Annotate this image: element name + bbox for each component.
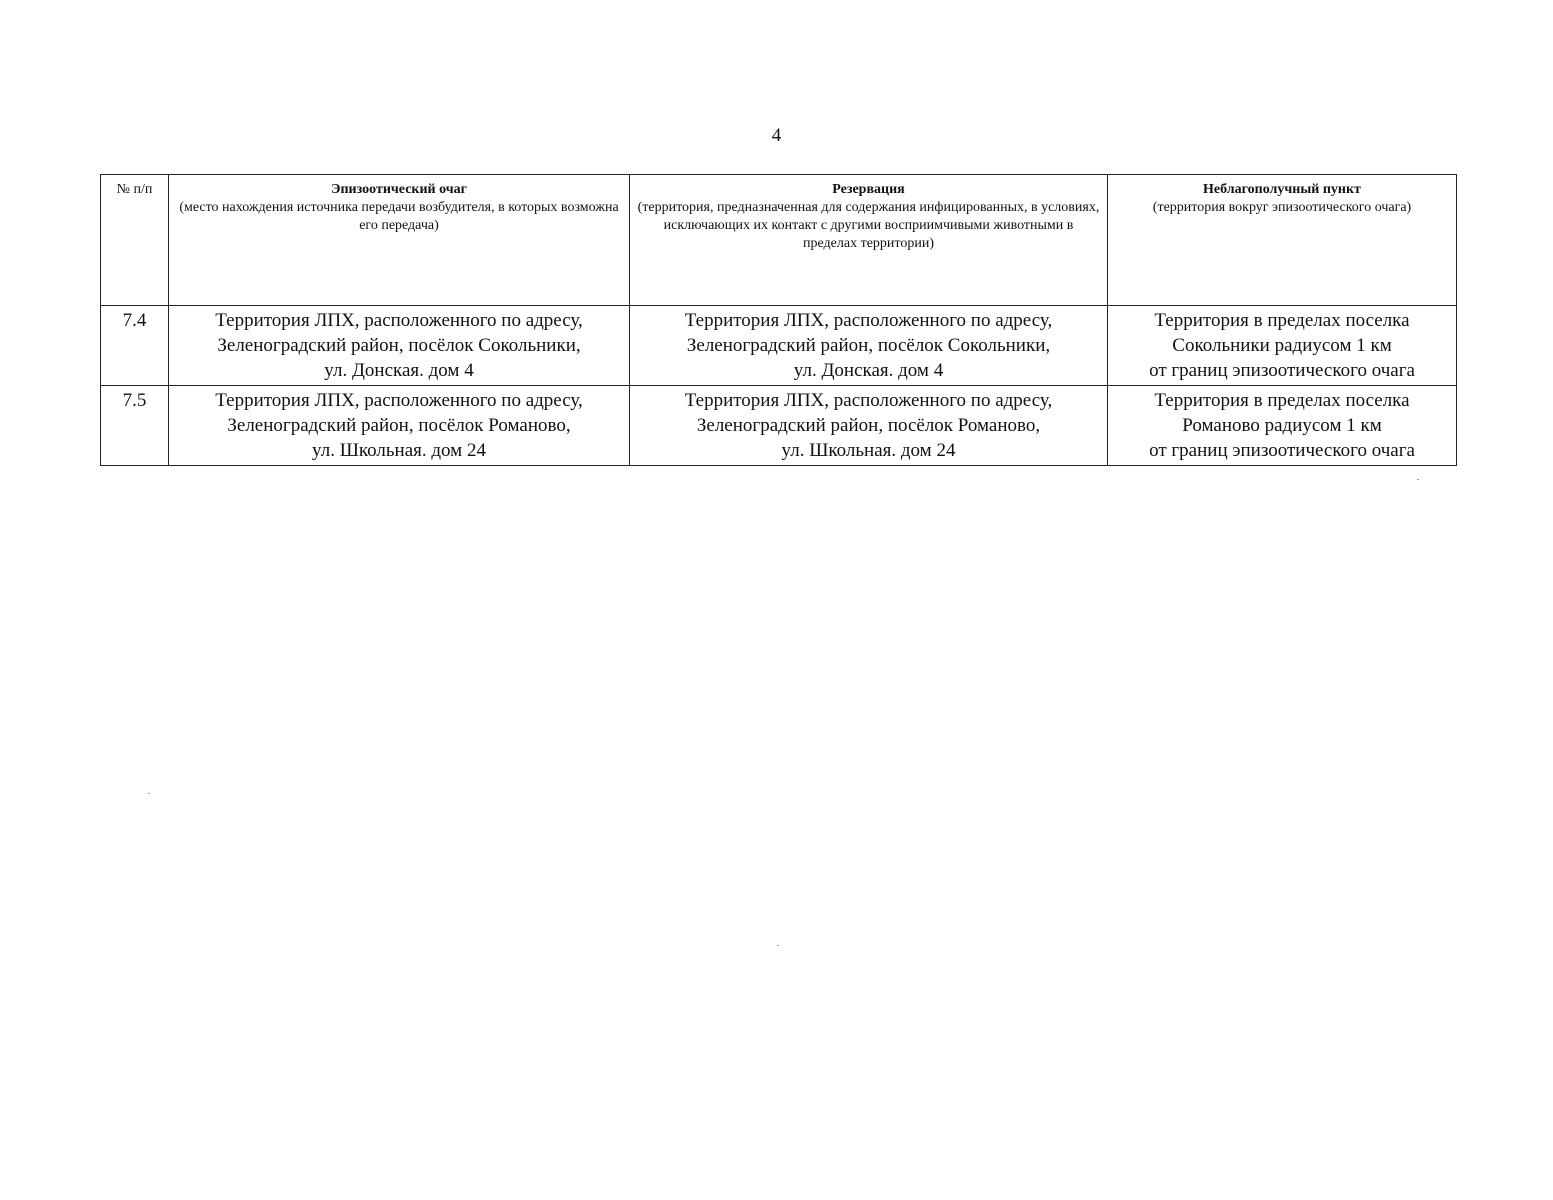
scan-speck: [777, 945, 779, 946]
cell-line: Территория ЛПХ, расположенного по адресу,: [215, 390, 583, 411]
cell-line: от границ эпизоотического очага: [1149, 440, 1415, 461]
table-body: [101, 306, 1457, 466]
row-unsafe-point: [1108, 306, 1457, 386]
scan-speck: [1417, 479, 1419, 480]
cell-line: ул. Донская. дом 4: [324, 360, 474, 381]
scan-speck: [148, 793, 150, 794]
page-number: 4: [771, 125, 782, 146]
header-focus-subtitle: (место нахождения источника передачи возбудителя, в которых возможна его передача): [179, 200, 619, 233]
header-unsafe-point-subtitle: (территория вокруг эпизоотического очага): [1152, 200, 1412, 215]
cell-line: ул. Школьная. дом 24: [781, 440, 956, 461]
header-num: № п/п: [101, 175, 169, 306]
row-focus: [169, 306, 630, 386]
row-num: 7.4: [101, 306, 169, 386]
cell-line: Территория ЛПХ, расположенного по адресу,: [684, 390, 1053, 411]
header-row: [101, 175, 1457, 306]
cell-line: Территория ЛПХ, расположенного по адресу,: [684, 310, 1053, 331]
cell-line: Зеленоградский район, посёлок Романово,: [227, 415, 571, 436]
cell-line: Сокольники радиусом 1 км: [1172, 335, 1392, 356]
table-row: [101, 386, 1457, 466]
cell-line: ул. Школьная. дом 24: [312, 440, 486, 461]
cell-line: Зеленоградский район, посёлок Романово,: [696, 415, 1041, 436]
header-reservation: [630, 175, 1108, 306]
row-reservation: [630, 386, 1108, 466]
row-focus: [169, 386, 630, 466]
cell-line: Территория в пределах поселка: [1154, 310, 1410, 331]
cell-line: Территория в пределах поселка: [1154, 390, 1410, 411]
table-row: [101, 306, 1457, 386]
cell-line: Территория ЛПХ, расположенного по адресу,: [215, 310, 583, 331]
row-num: 7.5: [101, 386, 169, 466]
header-reservation-title: Резервация: [832, 182, 905, 197]
header-focus-title: Эпизоотический очаг: [330, 182, 467, 197]
header-unsafe-point-title: Неблагополучный пункт: [1203, 182, 1361, 197]
row-reservation: [630, 306, 1108, 386]
cell-line: ул. Донская. дом 4: [793, 360, 944, 381]
row-unsafe-point: [1108, 386, 1457, 466]
table-header: [101, 175, 1457, 306]
cell-line: Зеленоградский район, посёлок Сокольники,: [686, 335, 1051, 356]
header-reservation-subtitle: (территория, предназначенная для содержания инфицированных, в условиях, исключающих их контакт с другими восприимчивыми животными в пределах территории): [637, 200, 1100, 251]
cell-line: от границ эпизоотического очага: [1149, 360, 1415, 381]
epizootic-table: [100, 174, 1457, 466]
header-focus: [169, 175, 630, 306]
cell-line: Романово радиусом 1 км: [1182, 415, 1382, 436]
cell-line: Зеленоградский район, посёлок Сокольники,: [217, 335, 581, 356]
header-unsafe-point: [1108, 175, 1457, 306]
